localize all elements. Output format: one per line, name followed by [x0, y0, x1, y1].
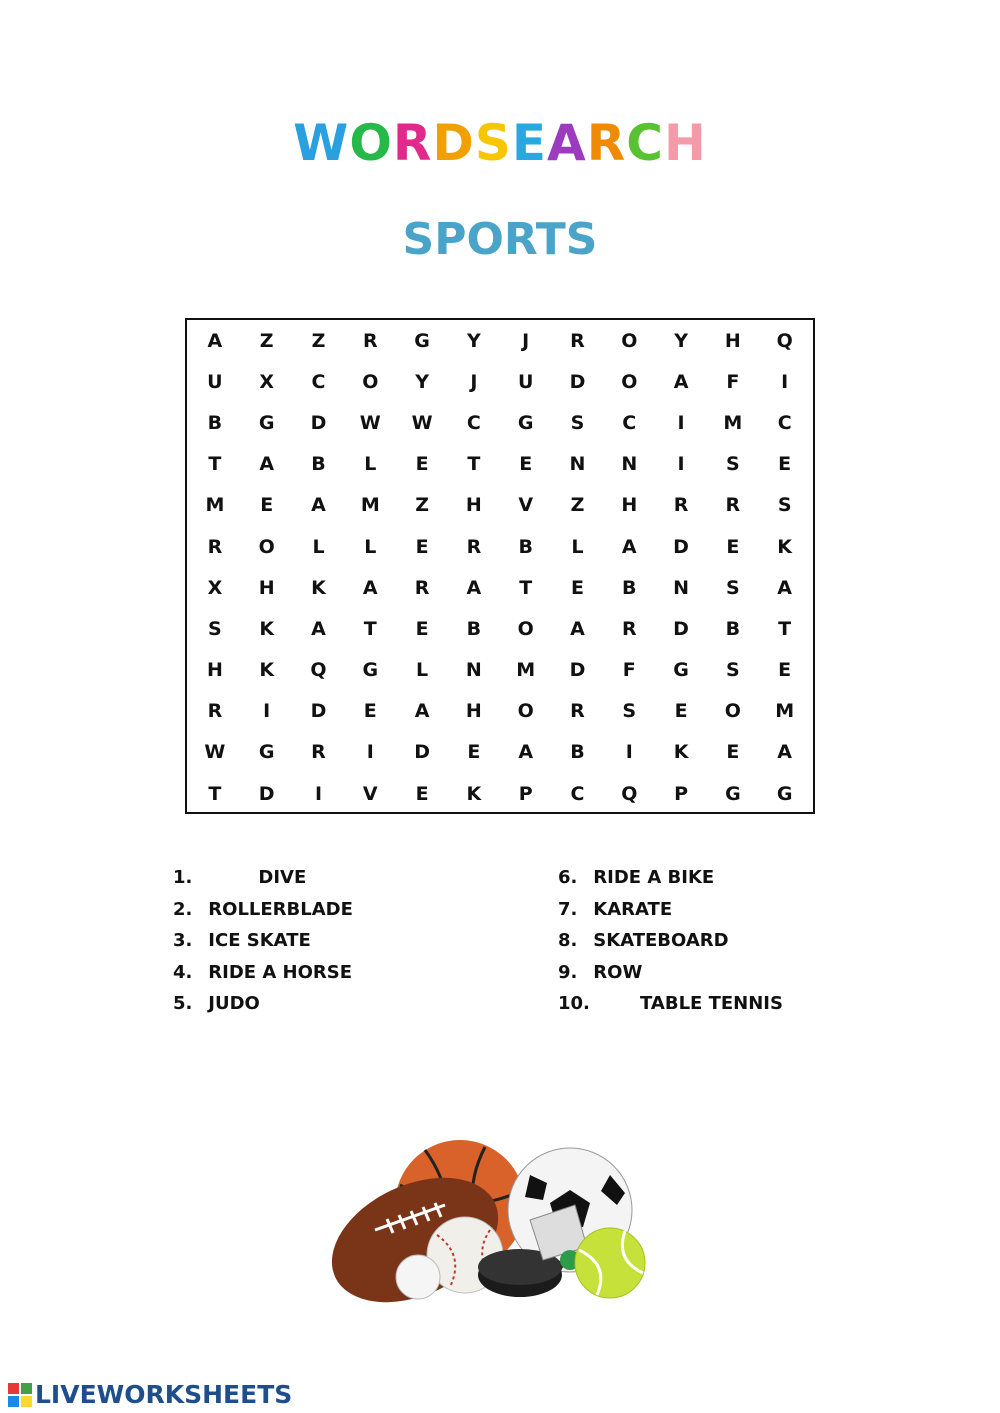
grid-cell[interactable]: G	[673, 659, 689, 682]
grid-cell[interactable]: T	[467, 453, 481, 476]
grid-cell[interactable]: N	[569, 453, 586, 476]
word-number: 1.	[173, 867, 193, 888]
grid-cell[interactable]: P	[674, 782, 689, 805]
grid-cell[interactable]: S	[726, 453, 740, 476]
word-list-left	[173, 866, 353, 1024]
grid-cell[interactable]: M	[205, 494, 225, 517]
grid-cell[interactable]: D	[569, 370, 586, 393]
worksheet-subtitle: SPORTS	[402, 214, 598, 265]
grid-cell[interactable]: J	[522, 329, 530, 352]
grid-cell[interactable]: I	[625, 741, 633, 764]
title-letter: C	[626, 114, 664, 172]
word-list-item	[558, 866, 783, 898]
grid-cell[interactable]: E	[363, 700, 377, 723]
grid-cell[interactable]: A	[673, 370, 689, 393]
grid-cell[interactable]: C	[777, 411, 792, 434]
word-number: 3.	[173, 930, 193, 951]
grid-cell[interactable]: G	[362, 659, 379, 682]
word-list-item	[173, 961, 353, 993]
word-number: 6.	[558, 867, 578, 888]
grid-cell[interactable]: R	[725, 494, 741, 517]
grid-cell[interactable]: V	[518, 494, 534, 517]
grid-row	[187, 444, 813, 485]
word-number: 2.	[173, 898, 193, 920]
grid-cell[interactable]: S	[777, 494, 792, 517]
grid-cell[interactable]: O	[621, 370, 638, 393]
grid-cell[interactable]: K	[259, 659, 275, 682]
grid-cell[interactable]: X	[259, 370, 275, 393]
grid-cell[interactable]: E	[778, 659, 792, 682]
grid-row	[187, 773, 813, 814]
word-number: 5.	[173, 993, 193, 1014]
grid-cell[interactable]: A	[259, 453, 275, 476]
grid-cell[interactable]: D	[673, 617, 689, 640]
word-text: KARATE	[593, 898, 673, 920]
grid-cell[interactable]: E	[726, 535, 740, 558]
title-letter: E	[511, 114, 548, 172]
grid-cell[interactable]: S	[726, 576, 740, 599]
grid-cell[interactable]: Y	[674, 329, 688, 352]
grid-cell[interactable]: A	[777, 576, 793, 599]
grid-cell[interactable]: R	[207, 535, 223, 558]
word-number: 4.	[173, 961, 193, 983]
grid-cell[interactable]: Z	[311, 329, 326, 352]
grid-cell[interactable]: G	[258, 741, 275, 764]
grid-cell[interactable]: L	[364, 453, 377, 476]
grid-cell[interactable]: O	[724, 700, 741, 723]
grid-cell[interactable]: T	[519, 576, 533, 599]
liveworksheets-logo-icon	[7, 1382, 33, 1408]
grid-cell[interactable]: G	[258, 411, 275, 434]
grid-cell[interactable]: B	[518, 535, 533, 558]
grid-cell[interactable]: G	[414, 329, 430, 352]
grid-cell[interactable]: J	[470, 370, 478, 393]
grid-cell[interactable]: Z	[570, 494, 585, 517]
golf-ball-icon	[396, 1255, 440, 1299]
title-letter: O	[349, 114, 393, 172]
grid-cell[interactable]: E	[674, 700, 688, 723]
grid-cell[interactable]: P	[518, 782, 533, 805]
grid-cell[interactable]: C	[570, 782, 585, 805]
grid-cell[interactable]: S	[622, 700, 637, 723]
grid-cell[interactable]: B	[622, 576, 637, 599]
grid-cell[interactable]: H	[465, 494, 482, 517]
grid-cell[interactable]: H	[724, 329, 741, 352]
grid-cell[interactable]: D	[258, 782, 275, 805]
word-text: JUDO	[208, 993, 260, 1014]
grid-cell[interactable]: L	[312, 535, 325, 558]
grid-cell[interactable]: X	[207, 576, 223, 599]
worksheet-title	[0, 114, 1000, 172]
grid-cell[interactable]: I	[366, 741, 374, 764]
grid-row	[187, 732, 813, 773]
grid-row	[187, 320, 813, 361]
grid-row	[187, 691, 813, 732]
grid-cell[interactable]: L	[571, 535, 584, 558]
grid-cell[interactable]: I	[263, 700, 271, 723]
grid-cell[interactable]: R	[207, 700, 223, 723]
grid-cell[interactable]: R	[570, 700, 585, 723]
grid-cell[interactable]: A	[621, 535, 637, 558]
grid-cell[interactable]: O	[621, 329, 638, 352]
wordsearch-grid	[185, 318, 815, 814]
grid-row	[187, 526, 813, 567]
grid-cell[interactable]: D	[569, 659, 586, 682]
grid-cell[interactable]: B	[725, 617, 741, 640]
grid-cell[interactable]: Z	[415, 494, 429, 517]
grid-cell[interactable]: T	[778, 617, 792, 640]
grid-cell[interactable]: I	[781, 370, 789, 393]
word-list-item	[558, 898, 783, 930]
grid-cell[interactable]: Q	[621, 782, 638, 805]
grid-cell[interactable]: M	[775, 700, 795, 723]
grid-cell[interactable]: E	[415, 617, 429, 640]
grid-cell[interactable]: A	[311, 617, 326, 640]
grid-cell[interactable]: D	[673, 535, 689, 558]
title-letter: R	[586, 114, 627, 172]
grid-cell[interactable]: A	[518, 741, 534, 764]
word-text: RIDE A BIKE	[593, 867, 715, 888]
grid-cell[interactable]: E	[778, 453, 792, 476]
grid-cell[interactable]: A	[207, 329, 223, 352]
word-text: RIDE A HORSE	[208, 961, 353, 983]
grid-cell[interactable]: C	[466, 411, 481, 434]
grid-cell[interactable]: E	[415, 535, 429, 558]
grid-cell[interactable]: E	[260, 494, 274, 517]
grid-cell[interactable]: A	[777, 741, 793, 764]
title-letter: A	[547, 114, 587, 172]
grid-cell[interactable]: R	[621, 617, 637, 640]
grid-cell[interactable]: C	[311, 370, 326, 393]
sports-balls-illustration	[325, 1135, 655, 1315]
grid-cell[interactable]: Q	[776, 329, 793, 352]
grid-cell[interactable]: N	[621, 453, 638, 476]
grid-cell[interactable]: K	[777, 535, 793, 558]
grid-cell[interactable]: N	[465, 659, 482, 682]
word-text: ROLLERBLADE	[208, 898, 353, 920]
grid-cell[interactable]: T	[208, 453, 222, 476]
grid-cell[interactable]: M	[360, 494, 380, 517]
grid-cell[interactable]: Z	[259, 329, 274, 352]
grid-cell[interactable]: M	[516, 659, 536, 682]
grid-cell[interactable]: W	[411, 411, 433, 434]
grid-cell[interactable]: Y	[467, 329, 481, 352]
grid-cell[interactable]: E	[467, 741, 481, 764]
grid-cell[interactable]: H	[206, 659, 223, 682]
word-list-right	[558, 866, 783, 1024]
grid-cell[interactable]: T	[208, 782, 222, 805]
word-number: 7.	[558, 898, 578, 920]
grid-cell[interactable]: L	[416, 659, 429, 682]
grid-cell[interactable]: F	[726, 370, 740, 393]
tennis-ball-icon	[575, 1228, 645, 1298]
grid-cell[interactable]: G	[517, 411, 534, 434]
word-list-item	[173, 866, 353, 898]
grid-cell[interactable]: C	[622, 411, 637, 434]
grid-cell[interactable]: R	[570, 329, 585, 352]
grid-row	[187, 650, 813, 691]
grid-cell[interactable]: W	[204, 741, 226, 764]
title-letter: W	[293, 114, 350, 172]
grid-cell[interactable]: R	[311, 741, 326, 764]
liveworksheets-logo	[7, 1380, 292, 1409]
grid-cell[interactable]: H	[465, 700, 482, 723]
grid-cell[interactable]: K	[311, 576, 326, 599]
grid-cell[interactable]: B	[311, 453, 326, 476]
grid-cell[interactable]: R	[466, 535, 482, 558]
grid-cell[interactable]: B	[570, 741, 585, 764]
grid-cell[interactable]: R	[362, 329, 378, 352]
liveworksheets-brand: LIVEWORKSHEETS	[35, 1380, 293, 1409]
grid-cell[interactable]: K	[259, 617, 275, 640]
grid-cell[interactable]: I	[314, 782, 323, 805]
grid-cell[interactable]: B	[466, 617, 482, 640]
grid-cell[interactable]: N	[673, 576, 690, 599]
word-number: 10.	[558, 993, 590, 1014]
grid-cell[interactable]: K	[673, 741, 689, 764]
grid-cell[interactable]: R	[673, 494, 689, 517]
grid-row	[187, 567, 813, 608]
grid-cell[interactable]: O	[258, 535, 275, 558]
grid-cell[interactable]: H	[258, 576, 275, 599]
grid-cell[interactable]: S	[726, 659, 740, 682]
title-letter: S	[474, 114, 512, 172]
grid-cell[interactable]: I	[677, 453, 685, 476]
grid-cell[interactable]: O	[362, 370, 379, 393]
grid-cell[interactable]: A	[466, 576, 482, 599]
grid-cell[interactable]: E	[415, 782, 429, 805]
grid-row	[187, 485, 813, 526]
grid-row	[187, 608, 813, 649]
grid-cell[interactable]: A	[362, 576, 378, 599]
grid-cell[interactable]: O	[517, 617, 534, 640]
grid-cell[interactable]: D	[310, 700, 327, 723]
grid-cell[interactable]: E	[415, 453, 429, 476]
grid-cell[interactable]: A	[311, 494, 326, 517]
grid-cell[interactable]: E	[519, 453, 533, 476]
title-letter: R	[392, 114, 433, 172]
grid-cell[interactable]: E	[570, 576, 584, 599]
word-list-item	[558, 929, 783, 961]
grid-cell[interactable]: W	[359, 411, 381, 434]
grid-cell[interactable]: S	[570, 411, 585, 434]
grid-cell[interactable]: S	[208, 617, 222, 640]
word-list-item	[173, 929, 353, 961]
grid-row	[187, 402, 813, 443]
grid-cell[interactable]: L	[364, 535, 377, 558]
title-letter: D	[432, 114, 475, 172]
grid-cell[interactable]: D	[414, 741, 430, 764]
grid-cell[interactable]: T	[363, 617, 377, 640]
grid-cell[interactable]: V	[362, 782, 378, 805]
grid-cell[interactable]: Q	[310, 659, 327, 682]
grid-cell[interactable]: K	[466, 782, 482, 805]
word-text: TABLE TENNIS	[596, 993, 783, 1014]
grid-cell[interactable]: O	[517, 700, 534, 723]
grid-cell[interactable]: U	[207, 370, 223, 393]
word-list-item	[173, 898, 353, 930]
word-list-item	[558, 961, 783, 993]
grid-cell[interactable]: M	[723, 411, 743, 434]
grid-cell[interactable]: E	[726, 741, 740, 764]
grid-cell[interactable]: Y	[415, 370, 429, 393]
word-text: ROW	[593, 961, 643, 983]
word-list-item	[558, 992, 783, 1024]
grid-cell[interactable]: I	[677, 411, 685, 434]
grid-cell[interactable]: R	[414, 576, 430, 599]
grid-row	[187, 361, 813, 402]
word-number: 8.	[558, 930, 578, 951]
word-text: ICE SKATE	[208, 930, 311, 951]
grid-cell[interactable]: G	[725, 782, 741, 805]
grid-cell[interactable]: U	[517, 370, 534, 393]
grid-cell[interactable]: G	[776, 782, 793, 805]
word-text: DIVE	[208, 867, 307, 888]
title-letter: H	[663, 114, 707, 172]
word-list-item	[173, 992, 353, 1024]
grid-cell[interactable]: A	[414, 700, 430, 723]
grid-cell[interactable]: D	[310, 411, 327, 434]
grid-cell[interactable]: B	[207, 411, 223, 434]
word-text: SKATEBOARD	[593, 930, 729, 951]
grid-cell[interactable]: A	[570, 617, 585, 640]
word-number: 9.	[558, 961, 578, 983]
grid-cell[interactable]: H	[621, 494, 638, 517]
grid-cell[interactable]: F	[622, 659, 636, 682]
